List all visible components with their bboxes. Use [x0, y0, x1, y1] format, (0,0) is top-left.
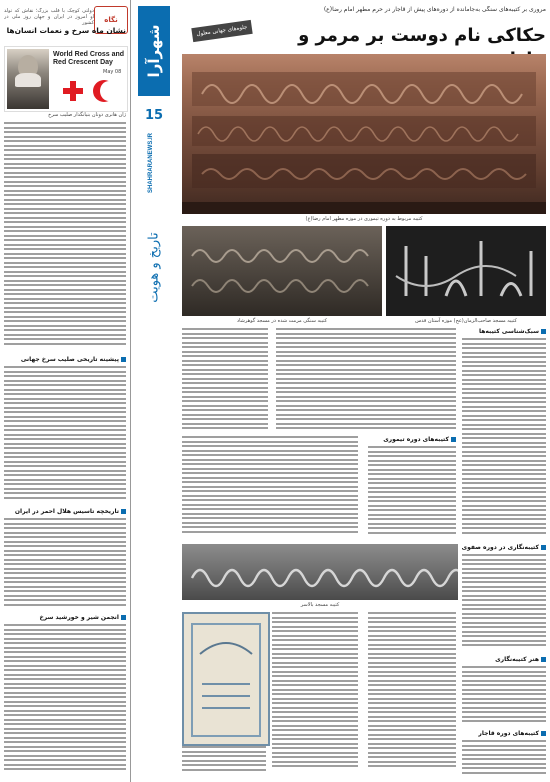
body-col-3b	[272, 612, 358, 774]
sidebar-section-3: انجمن شیر و خورشید سرخ	[39, 614, 126, 621]
body-col-2b	[368, 612, 456, 774]
poster	[4, 46, 128, 112]
sidebar-column	[0, 0, 131, 782]
article-kicker: مروری بر کتیبه‌های سنگی به‌جامانده از دوره‌های پیش از قاجار در حرم مطهر امام رضا(ع)	[323, 6, 546, 13]
masthead-subtitle: تاریخ و هویت	[146, 232, 162, 303]
red-crescent-icon	[93, 80, 115, 102]
sidebar-body-text-1	[4, 122, 126, 352]
section-head-3: کتیبه‌نگاری در دوره صفوی	[462, 544, 546, 551]
body-col-1b	[462, 554, 546, 652]
bottom-inscription-image	[182, 544, 458, 600]
body-col-1	[462, 338, 546, 538]
masthead-page-number: 15	[144, 108, 164, 123]
body-col-3c	[182, 746, 266, 776]
red-cross-icon	[63, 81, 83, 101]
sidebar-body-text-3	[4, 518, 126, 610]
poster-date: May 08	[103, 69, 122, 75]
masthead-site: SHAHRARANEWS.IR	[148, 133, 154, 193]
section-head-1: سبک‌شناسی کتیبه‌ها	[479, 328, 546, 335]
article-badge: جلوه‌های جهانی معلول	[191, 20, 252, 42]
mid-left-caption: کتیبه سنگی مرمت شده در مسجد گوهرشاد	[236, 318, 328, 324]
masthead	[130, 0, 178, 782]
body-col-2-top	[276, 328, 456, 432]
article	[178, 0, 550, 782]
masthead-logo: شهرآرا	[138, 6, 170, 96]
portrait-caption: ژان هانری دونان بنیانگذار صلیب سرخ	[48, 112, 126, 118]
body-col-1d	[462, 740, 546, 778]
sidebar-label: نگاه	[104, 16, 118, 24]
body-col-2a	[368, 446, 456, 538]
section-head-5: کتیبه‌های دوره قاجار	[478, 730, 546, 737]
section-head-2: کتیبه‌های دوره تیموری	[383, 436, 456, 443]
body-col-1c	[462, 666, 546, 726]
portrait	[7, 49, 49, 109]
section-head-4: هنر کتیبه‌نگاری	[495, 656, 546, 663]
body-col-3	[182, 436, 358, 538]
article-title: حکاکی نام دوست بر مرمر و	[298, 25, 546, 46]
inscription-pattern	[182, 54, 546, 214]
top-image-caption: کتیبه مربوط به دوره تیموری در موزه مطهر امام رضا(ع)	[305, 216, 423, 222]
top-inscription-image	[182, 54, 546, 214]
sidebar-intro: دولتی کوچک با قلب بزرگ؛ نقاش که تولد او امروز در ایران و جهان روز ملی در کشور	[4, 8, 94, 26]
mid-right-caption: کتیبه مسجد صاحب‌الزمان(عج) موزه آستان قدس	[415, 318, 517, 324]
mid-left-inscription-image	[182, 226, 382, 316]
sidebar-title: نشان ماه سرخ و نعمات انسان‌ها	[6, 26, 126, 35]
bottom-inscription-caption: کتیبه مسجد بالاسر	[300, 602, 340, 608]
mid-right-inscription-image	[386, 226, 546, 316]
sidebar-section-2: تاریخچه تاسیس هلال احمر در ایران	[15, 508, 126, 515]
sidebar-section-1: پیشینه تاریخی صلیب سرخ جهانی	[21, 356, 126, 363]
tile-inscription-image	[182, 612, 270, 746]
sidebar-body-text-2	[4, 366, 126, 504]
body-col-3-top	[182, 328, 268, 432]
sidebar-body-text-4	[4, 624, 126, 774]
poster-title: World Red Cross and Red Crescent Day	[53, 51, 125, 66]
